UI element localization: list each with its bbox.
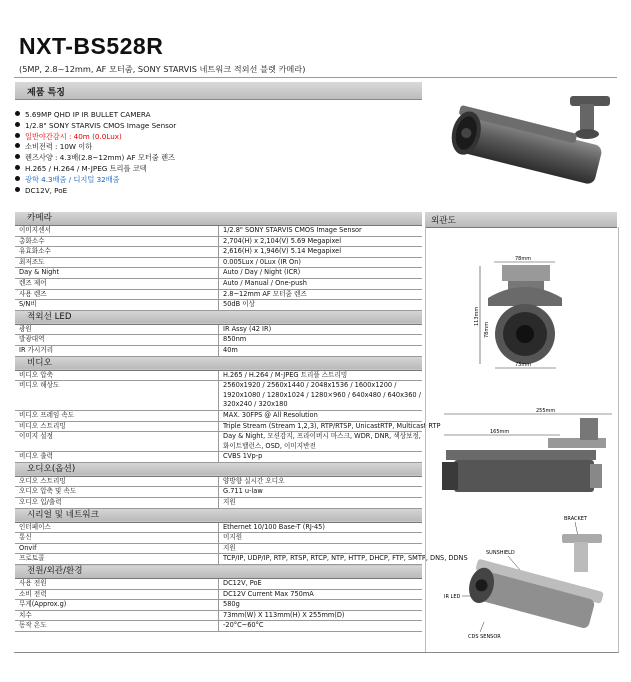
section-header bbox=[15, 462, 422, 476]
section-title: 비디오 bbox=[15, 356, 422, 370]
dim-body: 165mm bbox=[490, 429, 510, 435]
spec-row bbox=[15, 498, 422, 509]
spec-value: -20°C~60°C bbox=[219, 621, 423, 632]
spec-row bbox=[15, 452, 422, 463]
spec-row bbox=[15, 476, 422, 487]
spec-key: Onvif bbox=[15, 543, 219, 554]
features-header bbox=[15, 82, 422, 100]
feature-text: 5.69MP QHD IP IR BULLET CAMERA bbox=[25, 110, 151, 119]
section-title: 카메라 bbox=[15, 212, 422, 226]
spec-key: 최저조도 bbox=[15, 257, 219, 268]
spec-value: 2.8~12mm AF 모터줌 렌즈 bbox=[219, 289, 423, 300]
exterior-heading: 외관도 bbox=[431, 216, 456, 226]
spec-row bbox=[15, 278, 422, 289]
spec-value: Ethernet 10/100 Base-T (RJ-45) bbox=[219, 522, 423, 533]
feature-item bbox=[15, 121, 176, 132]
feature-text: DC12V, PoE bbox=[25, 185, 68, 195]
product-title: NXT-BS528R bbox=[19, 33, 164, 59]
spec-key: 비디오 프레임 속도 bbox=[15, 410, 219, 421]
dim-height: 113mm bbox=[474, 306, 480, 326]
label-cds-sensor: CDS SENSOR bbox=[468, 634, 501, 640]
spec-row bbox=[15, 300, 422, 311]
section-title: 전원/외관/환경 bbox=[15, 565, 422, 579]
bullet-icon bbox=[15, 111, 20, 116]
spec-row bbox=[15, 370, 422, 381]
spec-row bbox=[15, 247, 422, 258]
spec-row bbox=[15, 236, 422, 247]
feature-item bbox=[15, 164, 176, 175]
spec-value: DC12V Current Max 750mA bbox=[219, 589, 423, 600]
spec-key: 비디오 압축 bbox=[15, 370, 219, 381]
spec-value: 2,616(H) x 1,946(V) 5.14 Megapixel bbox=[219, 247, 423, 258]
spec-key: 치수 bbox=[15, 610, 219, 621]
spec-row bbox=[15, 522, 422, 533]
spec-value: TCP/IP, UDP/IP, RTP, RTSP, RTCP, NTP, HTTP, DHCP, FTP, SMTP, DNS, DDNS bbox=[219, 554, 423, 565]
spec-key: 광원 bbox=[15, 324, 219, 335]
spec-row bbox=[15, 554, 422, 565]
section-header bbox=[15, 310, 422, 324]
spec-value: CVBS 1Vp-p bbox=[219, 452, 423, 463]
dim-bottom: 73mm bbox=[515, 362, 532, 368]
feature-item bbox=[15, 175, 176, 186]
spec-key: 비디오 출력 bbox=[15, 452, 219, 463]
label-sunshield: SUNSHIELD bbox=[486, 550, 515, 556]
section-header bbox=[15, 356, 422, 370]
dim-top: 78mm bbox=[515, 256, 532, 262]
spec-key: 유효화소수 bbox=[15, 247, 219, 258]
spec-key: 무게(Approx.g) bbox=[15, 600, 219, 611]
feature-item bbox=[15, 186, 176, 197]
spec-key: 비디오 스트리밍 bbox=[15, 421, 219, 432]
spec-row bbox=[15, 421, 422, 432]
spec-key: 통신 bbox=[15, 533, 219, 544]
feature-text: 1/2.8" SONY STARVIS CMOS Image Sensor bbox=[25, 120, 177, 130]
bottom-divider bbox=[14, 652, 617, 653]
bullet-icon bbox=[15, 133, 20, 138]
feature-text: 렌즈사양 : 4.3배(2.8~12mm) AF 모터줌 렌즈 bbox=[25, 153, 175, 163]
spec-value: 40m bbox=[219, 345, 423, 356]
feature-item bbox=[15, 142, 176, 153]
dim-inner: 78mm bbox=[484, 321, 490, 338]
spec-value: 지원 bbox=[219, 498, 423, 509]
spec-value: H.265 / H.264 / M-JPEG 트리플 스트리밍 bbox=[219, 370, 423, 381]
label-bracket: BRACKET bbox=[564, 516, 588, 522]
spec-key: 렌즈 제어 bbox=[15, 278, 219, 289]
spec-value: Day & Night, 모션감지, 프라이버시 마스크, WDR, DNR, 색상보정, 화이트밸런스, OSD, 이미지반전 bbox=[219, 432, 423, 452]
spec-value: 2560x1920 / 2560x1440 / 2048x1536 / 1600x1200 / 1920x1080 / 1280x1024 / 1280×960 / 640x480 / 640x360 / 320x240 / 320x180 bbox=[219, 381, 423, 411]
spec-value: 양방향 실시간 오디오 bbox=[219, 476, 423, 487]
spec-value: G.711 u-law bbox=[219, 487, 423, 498]
spec-value: Auto / Manual / One-push bbox=[219, 278, 423, 289]
section-title: 오디오(옵션) bbox=[15, 462, 422, 476]
spec-key: 소비 전력 bbox=[15, 589, 219, 600]
camera-photo bbox=[430, 88, 617, 206]
bullet-icon bbox=[15, 122, 20, 127]
section-title: 시리얼 및 네트워크 bbox=[15, 508, 422, 522]
spec-row bbox=[15, 289, 422, 300]
front-view-drawing bbox=[470, 256, 580, 376]
spec-key: 발광대역 bbox=[15, 335, 219, 346]
spec-row bbox=[15, 257, 422, 268]
side-view-drawing bbox=[440, 408, 615, 508]
spec-row bbox=[15, 579, 422, 590]
spec-key: 오디오 스트리밍 bbox=[15, 476, 219, 487]
label-ir-led: IR LED bbox=[444, 594, 461, 600]
bullet-icon bbox=[15, 154, 20, 159]
dim-length: 255mm bbox=[536, 408, 556, 414]
spec-row bbox=[15, 226, 422, 237]
spec-key: 이미지센서 bbox=[15, 226, 219, 237]
spec-value: 50dB 이상 bbox=[219, 300, 423, 311]
labeled-drawing bbox=[440, 512, 615, 640]
feature-text: 광학 4.3배줌 / 디지털 32배줌 bbox=[25, 174, 120, 184]
feature-item bbox=[15, 153, 176, 164]
spec-key: 프로토콜 bbox=[15, 554, 219, 565]
section-header bbox=[15, 212, 422, 226]
feature-item bbox=[15, 132, 176, 143]
spec-key: IR 가시거리 bbox=[15, 345, 219, 356]
features-heading: 제품 특징 bbox=[27, 88, 65, 98]
spec-key: S/N비 bbox=[15, 300, 219, 311]
spec-value: 2,704(H) x 2,104(V) 5.69 Megapixel bbox=[219, 236, 423, 247]
bullet-icon bbox=[15, 187, 20, 192]
spec-row bbox=[15, 335, 422, 346]
spec-value: 73mm(W) X 113mm(H) X 255mm(D) bbox=[219, 610, 423, 621]
spec-row bbox=[15, 543, 422, 554]
spec-value: 지원 bbox=[219, 543, 423, 554]
section-title: 적외선 LED bbox=[15, 310, 422, 324]
spec-value: Auto / Day / Night (ICR) bbox=[219, 268, 423, 279]
spec-value: 850nm bbox=[219, 335, 423, 346]
spec-value: 580g bbox=[219, 600, 423, 611]
spec-row bbox=[15, 533, 422, 544]
spec-row bbox=[15, 381, 422, 411]
spec-key: 동작 온도 bbox=[15, 621, 219, 632]
spec-row bbox=[15, 621, 422, 632]
spec-value: DC12V, PoE bbox=[219, 579, 423, 590]
product-subtitle: (5MP, 2.8~12mm, AF 모터줌, SONY STARVIS 네트워크 적외선 블렛 카메라) bbox=[19, 64, 306, 74]
spec-value: 1/2.8" SONY STARVIS CMOS Image Sensor bbox=[219, 226, 423, 237]
spec-key: Day & Night bbox=[15, 268, 219, 279]
spec-row bbox=[15, 487, 422, 498]
section-header bbox=[15, 508, 422, 522]
feature-text: 일반야간감시 : 40m (0.0Lux) bbox=[25, 131, 122, 141]
spec-key: 오디오 입/출력 bbox=[15, 498, 219, 509]
exterior-header bbox=[425, 212, 617, 228]
spec-value: MAX. 30FPS @ All Resolution bbox=[219, 410, 423, 421]
divider bbox=[14, 77, 617, 78]
section-header bbox=[15, 565, 422, 579]
spec-row bbox=[15, 589, 422, 600]
spec-row bbox=[15, 268, 422, 279]
spec-key: 이미지 설정 bbox=[15, 432, 219, 452]
spec-row bbox=[15, 324, 422, 335]
spec-key: 사용 전원 bbox=[15, 579, 219, 590]
spec-key: 비디오 해상도 bbox=[15, 381, 219, 411]
bullet-icon bbox=[15, 143, 20, 148]
feature-text: 소비전력 : 10W 이하 bbox=[25, 142, 93, 152]
spec-row bbox=[15, 410, 422, 421]
spec-key: 총화소수 bbox=[15, 236, 219, 247]
feature-text: H.265 / H.264 / M-JPEG 트리플 코덱 bbox=[25, 163, 147, 173]
feature-item bbox=[15, 110, 176, 121]
spec-value: IR Assy (42 IR) bbox=[219, 324, 423, 335]
spec-value: 미지원 bbox=[219, 533, 423, 544]
bullet-icon bbox=[15, 176, 20, 181]
features-list bbox=[15, 110, 176, 196]
spec-key: 사용 렌즈 bbox=[15, 289, 219, 300]
spec-key: 오디오 압축 및 속도 bbox=[15, 487, 219, 498]
spec-value: 0.005Lux / 0Lux (IR On) bbox=[219, 257, 423, 268]
spec-row bbox=[15, 600, 422, 611]
spec-key: 인터페이스 bbox=[15, 522, 219, 533]
spec-row bbox=[15, 345, 422, 356]
spec-row bbox=[15, 610, 422, 621]
bullet-icon bbox=[15, 165, 20, 170]
spec-value: Triple Stream (Stream 1,2,3), RTP/RTSP, UnicastRTP, Multicast RTP bbox=[219, 421, 423, 432]
spec-row bbox=[15, 432, 422, 452]
